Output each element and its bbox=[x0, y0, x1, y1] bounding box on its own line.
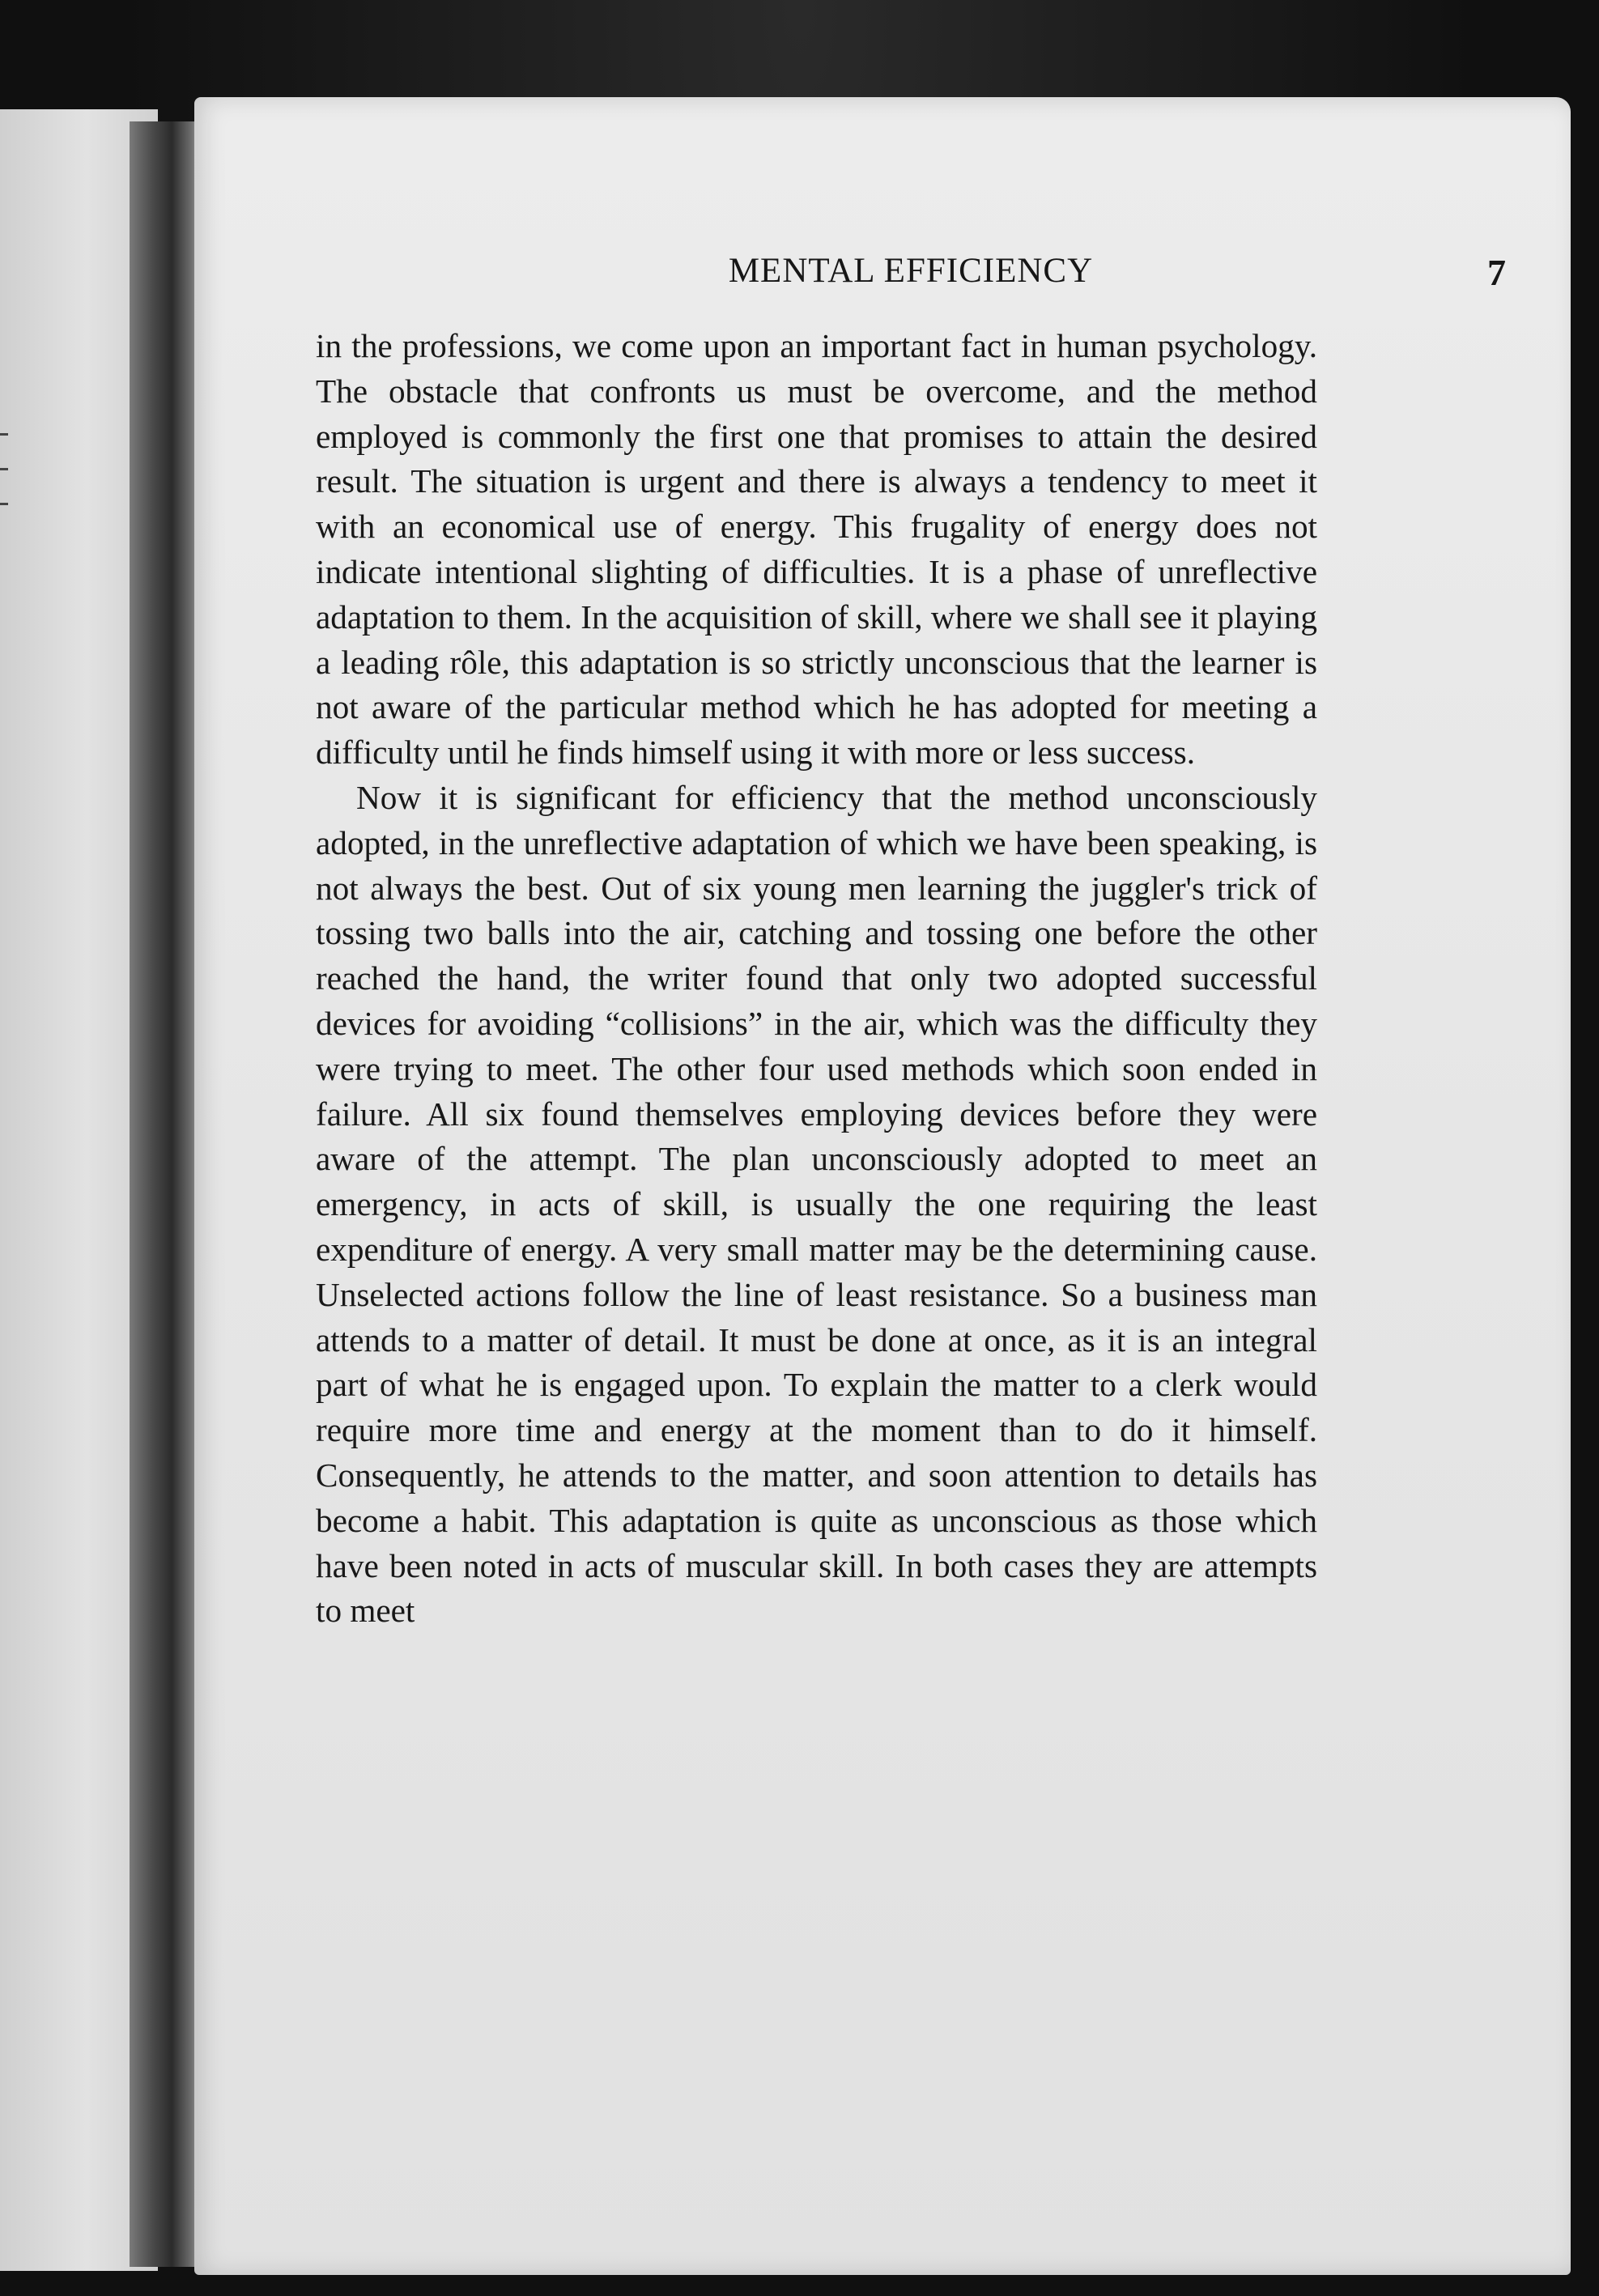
paragraph: Now it is significant for efficiency that the method unconsciously adopted, in the unreflective adaptation of which we have been speaking, is not always the best. Out of six young men learning the juggler's trick of tossing two balls into the air, catching and tossing one before the other reached the hand, the writer found that only two adopted successful devices for avoiding “collisions” in the air, which was the difficulty they were trying to meet. The other four used methods which soon ended in failure. All six found themselves employing devices before they were aware of the attempt. The plan unconsciously adopted to meet an emergency, in acts of skill, is usually the one requiring the least expenditure of energy. A very small matter may be the determining cause. Unselected actions follow the line of least resistance. So a business man attends to a matter of detail. It must be done at once, as it is an integral part of what he is engaged upon. To explain the matter to a clerk would require more time and energy at the moment than to do it himself. Consequently, he attends to the matter, and soon attention to details has become a habit. This adaptation is quite as unconscious as those which have been noted in acts of muscular skill. In both cases they are attempts to meet bbox=[316, 778, 1317, 1630]
running-head: MENTAL EFFICIENCY bbox=[728, 252, 1094, 290]
paragraph: in the professions, we come upon an important fact in human psychology. The obstacle that confronts us must be overcome, and the method employed is commonly the first one that promises to attain the desired result. The situation is urgent and there is always a tendency to meet it with an economical use of energy. This frugality of energy does not indicate intentional slighting of difficulties. It is a phase of unreflective adaptation to them. In the acquisition of skill, where we shall see it playing a leading rôle, this adaptation is so strictly unconscious that the learner is not aware of the particular method which he has adopted for meeting a difficulty until he finds himself using it with more or less success. bbox=[316, 327, 1317, 772]
facing-page-margin-marks bbox=[0, 433, 16, 595]
page-header bbox=[316, 251, 1506, 308]
book-page bbox=[194, 97, 1571, 2275]
body-text bbox=[316, 324, 1317, 1634]
page-number: 7 bbox=[1487, 252, 1506, 293]
